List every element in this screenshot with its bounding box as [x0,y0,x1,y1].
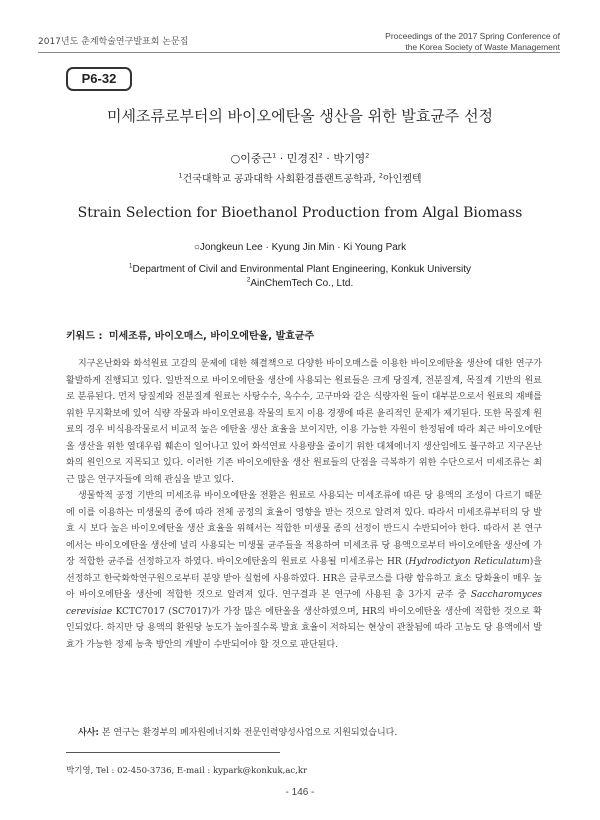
affil-en-2: AinChemTech Co., Ltd. [250,278,354,289]
p2-text-c: KCTC7017 (SC7017)가 가장 많은 에탄올을 생산하였으며, HR의 바이오에탄올 생산에 적합한 것으로 확인되었다. 하지만 당 용액의 환원당 농도가 높아질수록 발효 효율이 저하되는 현상이 관찰됨에 따라 고농도 당 용액에서 발효가 가능한 정제 농축 방안의 개발이 수반되어야 할 것으로 판단된다. [66,606,542,650]
ack-label: 사사: [78,728,99,738]
affil-en-1: Department of Civil and Environmental Plant Engineering, Konkuk University [132,264,472,275]
paper-code-badge: P6-32 [66,67,132,91]
running-header-right [385,31,560,53]
page-number: - 146 - [285,787,315,798]
abstract-body [66,356,542,653]
author-sep-2: · [322,152,334,165]
author-1-sup: 1 [272,151,277,160]
affil-en-line-1 [0,263,600,277]
affil-ko-sup-2: 2 [378,171,383,180]
species-saccharomyces: Saccharomyces cerevisiae [66,590,542,617]
acknowledgement [78,725,397,738]
author-3-sup: 2 [365,151,370,160]
author-2-sup: 2 [318,151,323,160]
paragraph-2 [66,488,542,653]
keywords-label: 키워드 : [66,331,103,342]
presenter-marker: ○ [230,152,241,165]
running-header-right-line1: Proceedings of the 2017 Spring Conference of [385,31,560,41]
footnote-rule [66,752,280,753]
running-header-left: 2017년도 춘계학술연구발표회 논문집 [38,37,189,47]
title-english: Strain Selection for Bioethanol Production from Algal Biomass [77,205,523,221]
author-3: 박기영 [333,152,366,165]
species-hydrodictyon: Hydrodictyon Reticulatum [408,557,530,567]
author-sep-1: · [276,152,287,165]
p2-text-b: )을 선정하고 한국화학연구원으로부터 분양 받아 실험에 사용하였다. HR은 글루코스를 다량 함유하고 효소 당화율이 매우 높아 바이오에탄올 생산에 적합한 것으로 알려져 있다. 연구결과 본 연구에 사용된 총 3가지 균주 중 [66,557,543,600]
affil-ko-1: 건국대학교 공과대학 사회환경플랜트공학과, [182,174,376,185]
affil-en-sup-2: 2 [246,276,251,284]
affiliation-english [0,263,600,291]
authors-korean [0,150,600,166]
affil-en-line-2 [0,277,600,291]
affiliation-korean [0,170,600,185]
title-korean: 미세조류로부터의 바이오에탄올 생산을 위한 발효균주 선정 [106,107,494,125]
header-rule [38,52,560,53]
author-2: 민경진 [286,152,319,165]
keywords [66,327,314,342]
p2-text-a: 생물학적 공정 기반의 미세조류 바이오에탄올 전환은 원료로 사용되는 미세조류에 따른 당 용액의 조성이 다르기 때문에 이를 이용하는 미생물의 종에 따라 전체 공정의 효율이 영향을 받는 것으로 알려져 있다. 따라서 미세조류부터의 당 발효 시 보다 높은 바이오에탄올 생산 효율을 위해서는 적합한 미생물 종의 선정이 반드시 수반되어야 한다. 따라서 본 연구에서는 바이오에탄올 생산에 널리 사용되는 미생물 균주들을 적용하여 미세조류 당 용액으로부터 바이오에탄올 생산에 가장 적합한 균주를 선정하고자 하였다. 바이오에탄올의 원료로 사용될 미세조류는 HR ( [66,491,542,567]
author-1: 이중근 [240,152,273,165]
footnote-contact: 박기영, Tel : 02-450-3736, E-mail : kypark@konkuk,ac,kr [66,766,308,776]
ack-text: 본 연구는 환경부의 폐자원에너지화 전문인력양성사업으로 지원되었습니다. [99,728,398,738]
affil-en-sup-1: 1 [128,262,133,270]
running-header-right-line2: the Korea Society of Waste Management [405,42,560,52]
affil-ko-2: 아인켐텍 [382,174,422,185]
affil-ko-sup-1: 1 [178,171,183,180]
paragraph-1: 지구온난화와 화석원료 고갈의 문제에 대한 해결책으로 다양한 바이오매스를 이용한 바이오에탄올 생산에 대한 연구가 활발하게 진행되고 있다. 일반적으로 바이오에탄올 생산에 사용되는 원료들은 크게 당질계, 전분질계, 목질계 기반의 원료로 분류된다. 먼저 당질계와 전분질계 원료는 사탕수수, 옥수수, 고구마와 같은 식량자원 들이 대부분으로서 원료의 재배를 위한 무지확보에 있어 식량 작물과 바이오연료용 작물의 토지 이용 경쟁에 따른 윤리적인 문제가 제기된다. 또한 목질계 원료의 경우 비식용작물로서 비교적 높은 에탄올 생산 효율을 보이지만, 이용 가능한 자원이 한정됨에 따라 최근 바이오에탄올 생산을 위한 열대우림 훼손이 일어나고 있어 화석연료 사용량을 줄이기 위한 대체에너지 생산임에도 불구하고 지구온난화의 원인으로 지목되고 있다. 이러한 기존 바이오에탄올 생산 원료들의 단점을 극복하기 위한 수단으로서 미세조류는 최근 많은 연구자들에 의해 관심을 받고 있다. [66,359,542,485]
keywords-text: 미세조류, 바이오매스, 바이오에탄올, 발효균주 [108,331,315,342]
authors-english: ○Jongkeun Lee · Kyung Jin Min · Ki Young Park [193,242,407,253]
